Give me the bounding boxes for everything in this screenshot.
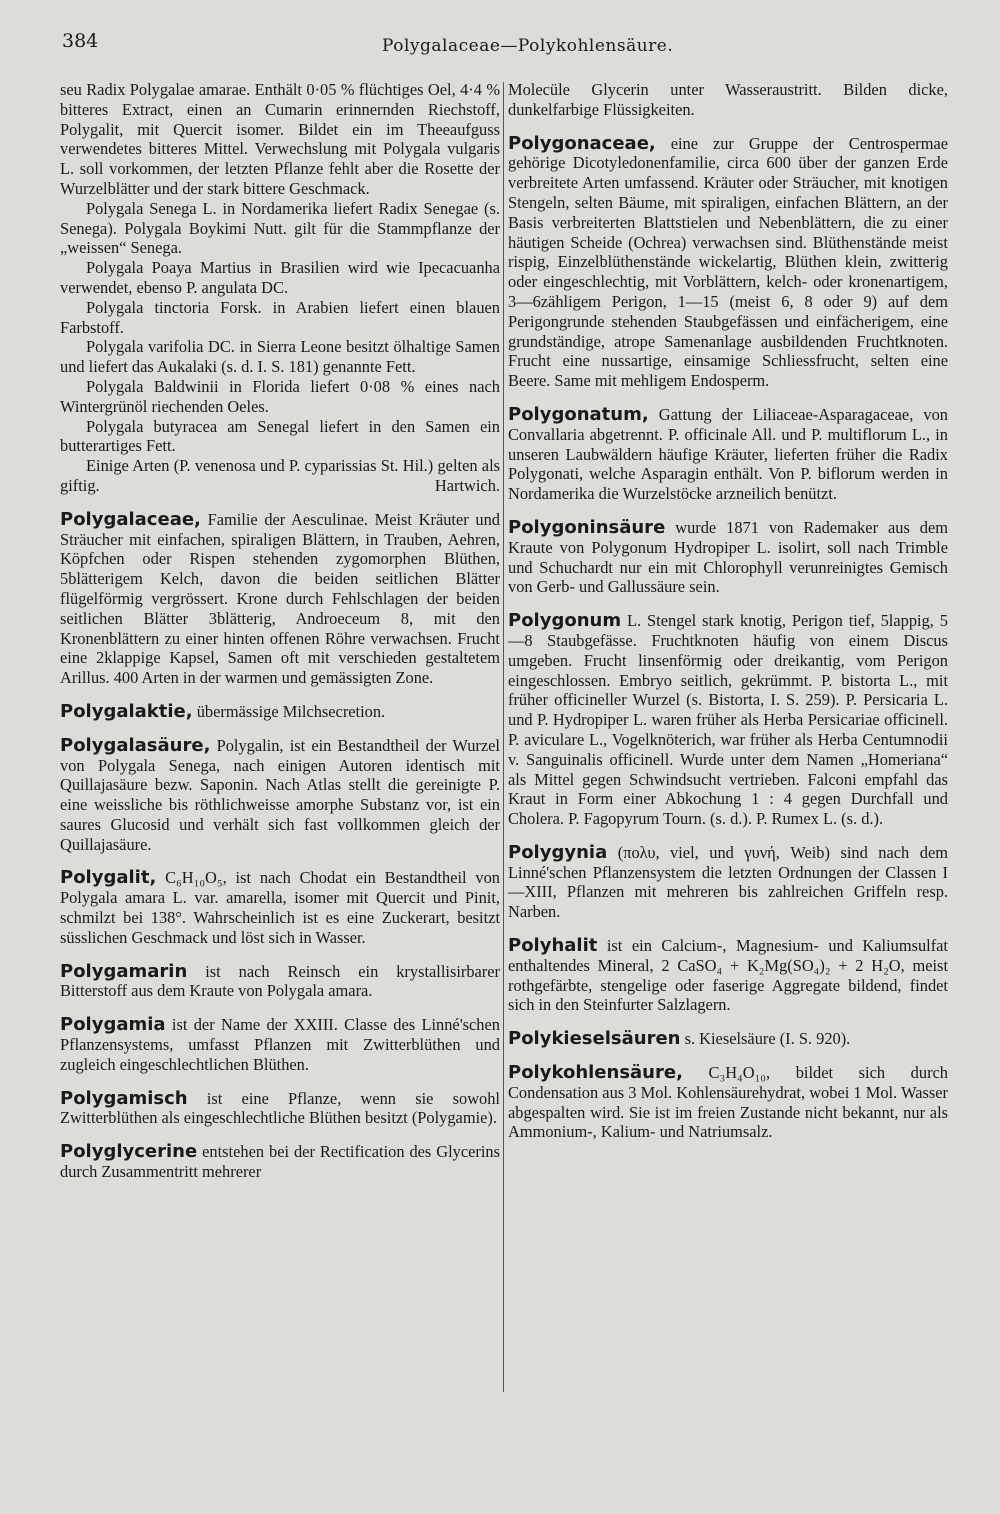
entry-polyglycerine (60, 1142, 500, 1182)
polygala-amara-continuation: seu Radix Polygalae amarae. Enthält 0·05 % flüchtiges Oel, 4·4 % bitteres Extract, einen an Cumarin erinnernden Riechstoff, Polygalit, mit Quercit isomer. Bildet ein im Theeaufguss verwendetes bitteres Mittel. Verwechslung mit Polygala vulgaris L. soll vorkommen, der letzten Pflanze fehlt aber die Rosette der Wurzelblätter und der stark bittere Geschmack. (60, 80, 500, 198)
headword-polygamarin: Polygamarin (60, 960, 188, 982)
headword-polygamia: Polygamia (60, 1014, 166, 1036)
entry-polygonum (508, 611, 948, 829)
entry-polygamia-text: ist der Name der XXIII. Classe des Linné'schen Pflanzensystems, umfasst Pflanzen mit Zwitterblüthen und zugleich eingeschlechtlichen Blüthen. (60, 1015, 500, 1074)
entry-polygynia (508, 843, 948, 922)
headword-polykohlensaeure: Polykohlensäure, (508, 1062, 683, 1084)
entry-polygonatum-text: Gattung der Liliaceae-Asparagaceae, von Convallaria abgetrennt. P. officinale All. und P. multiflorum L., in unseren Laubwäldern häufige Kräuter, lieferten früher die Radix Polygonati, welche Asparagin enthält. Von P. biflorum werden in Nordamerika die Wurzelstöcke arzneilich benützt. (508, 404, 948, 504)
entry-polykohlensaeure-text: C₃H₄O₁₀, bildet sich durch Condensation aus 3 Mol. Kohlensäurehydrat, wobei 1 Mol. Wasser abgespalten wird. Sie ist im freien Zustande nicht bekannt, nur als Ammonium-, Kalium- und Natriumsalz. (508, 1063, 948, 1142)
column-divider (503, 82, 504, 1392)
polyglycerine-continuation: Molecüle Glycerin unter Wasseraustritt. Bilden dicke, dunkelfarbige Flüssigkeiten. (508, 80, 948, 119)
entry-polygalaceae-text: Familie der Aesculinae. Meist Kräuter und Sträucher mit einfachen, spiraligen Blättern, in Trauben, Aehren, Köpfchen oder Rispen stehenden zygomorphen Blüthen, 5blätterigem Kelch, davon die beiden seitlichen Blätter flügelförmig vergrössert. Krone durch Fehlschlagen der beiden seitlichen Blätter 3blätterig, Androeceum 8, mit den Kronenblättern zu einer hinten offenen Röhre verwachsen. Frucht eine 2klappige Kapsel, Samen oft mit verschieden gestaltetem Arillus. 400 Arten in der warmen und gemässigten Zone. (60, 509, 500, 688)
entry-polygalit-text: ist nach Chodat ein Bestandtheil von Polygala amara L. var. amarella, isomer mit Quercit und Pinit, schmilzt bei 138°. Wahrscheinlich ist es eine Zuckerart, besitzt süsslichen Geschmack und löst sich in Wasser. (60, 868, 501, 947)
poisonous-species-text: Einige Arten (P. venenosa und P. cyparissias St. Hil.) gelten als giftig. (60, 456, 500, 495)
polygala-tinctoria-paragraph: Polygala tinctoria Forsk. in Arabien liefert einen blauen Farbstoff. (60, 297, 500, 337)
headword-polygalasaeure: Polygalasäure, (60, 734, 211, 756)
entry-polykohlensaeure (508, 1063, 948, 1142)
entry-polygamarin (60, 962, 500, 1002)
polygala-senega-paragraph: Polygala Senega L. in Nordamerika liefert Radix Senegae (s. Senega). Polygala Boykimi Nutt. gilt für die Stammpflanze der „weissen“ Senega. (60, 198, 500, 258)
headword-polykieselsaeuren: Polykieselsäuren (508, 1028, 681, 1050)
entry-polygalasaeure-text: Polygalin, ist ein Bestandtheil der Wurzel von Polygala Senega, nach einigen Autoren identisch mit Quillajasäure bezw. Saponin. Nach Atlas stellt die gereinigte P. eine weissliche bis röthlichweisse amorphe Substanz vor, ist ein saures Glucosid und verhält sich fast vollkommen gleich der Quillajasäure. (60, 735, 500, 854)
entry-polygalit (60, 868, 500, 947)
headword-polygamisch: Polygamisch (60, 1087, 188, 1109)
entry-polygamia (60, 1015, 500, 1074)
headword-polyhalit: Polyhalit (508, 935, 598, 957)
entry-polygonum-text: L. Stengel stark knotig, Perigon tief, 5lappig, 5—8 Staubgefässe. Fruchtknoten häufig von einem Discus umgeben. Frucht linsenförmig oder dreikantig, vom Perigon eingeschlossen. Embryo seitlich, gekrümmt. P. bistorta L., mit früher officineller Wurzel (s. Bistorta, I. S. 259). P. Persicaria L. und P. Hydropiper L. waren früher als Herba Persicariae officinell. P. aviculare L., Vogelknöterich, war früher als Herba Centumnodii v. Sanguinalis officinell. Wurde unter dem Namen „Homeriana“ als Mittel gegen Schwindsucht vertrieben. Falconi empfahl das Kraut in Form einer Abkochung 1 : 4 gegen Durchfall und Cholera. P. Fagopyrum Tourn. (s. d.). P. Rumex L. (s. d.). (508, 611, 948, 829)
entry-polygamisch-text: ist eine Pflanze, wenn sie sowohl Zwitterblüthen als eingeschlechtliche Blüthen besitzt (Polygamie). (60, 1088, 500, 1128)
left-column (60, 80, 500, 1182)
entry-polygynia-text: (πολυ, viel, und γυνή, Weib) sind nach dem Linné'schen Pflanzensystem die letzten Ordnungen der Classen I—XIII, Pflanzen mit mehreren bis zahlreichen Griffeln resp. Narben. (508, 842, 948, 922)
polygala-butyracea-paragraph: Polygala butyracea am Senegal liefert in den Samen ein butterartiges Fett. (60, 416, 500, 456)
polygalit-formula: C₆H₁₀O₅, (165, 868, 227, 888)
headword-polygoninsaeure: Polygoninsäure (508, 516, 666, 538)
entry-polygalaceae (60, 510, 500, 688)
author-signature: Hartwich. (434, 475, 500, 495)
headword-polygynia: Polygynia (508, 841, 608, 863)
entry-polygonatum (508, 405, 948, 504)
entry-polyhalit-text: ist ein Calcium-, Magnesium- und Kaliumsulfat enthaltendes Mineral, 2 CaSO₄ + K₂Mg(SO₄)₂ + 2 H₂O, meist rothgefärbte, stengelige oder faserige Aggregate bildend, findet sich in den Steinfurter Salzlagern. (508, 936, 948, 1015)
headword-polygonaceae: Polygonaceae, (508, 132, 656, 154)
entry-polyhalit (508, 936, 948, 1015)
headword-polygalit: Polygalit, (60, 867, 157, 889)
headword-polygonatum: Polygonatum, (508, 403, 649, 425)
page-number: 384 (62, 30, 99, 52)
entry-polygalaktie (60, 702, 500, 722)
entry-polykieselsaeuren-text: s. Kieselsäure (I. S. 920). (684, 1029, 851, 1049)
entry-polygoninsaeure-text: wurde 1871 von Rademaker aus dem Kraute von Polygonum Hydropiper L. isolirt, soll nach Trimble und Schuchardt nur ein mit Chlorophyll verunreinigtes Gemisch von Gerb- und Gallussäure sein. (508, 517, 948, 597)
polygala-poaya-paragraph: Polygala Poaya Martius in Brasilien wird wie Ipecacuanha verwendet, ebenso P. angulata DC. (60, 258, 500, 297)
headword-polygalaceae: Polygalaceae, (60, 508, 201, 530)
entry-polygoninsaeure (508, 518, 948, 597)
entry-polygalasaeure (60, 736, 500, 855)
entry-polyglycerine-text: entstehen bei der Rectification des Glycerins durch Zusammentritt mehrerer (60, 1142, 500, 1182)
entry-polygamarin-text: ist nach Reinsch ein krystallisirbarer Bitterstoff aus dem Kraute von Polygala amara. (60, 961, 500, 1001)
headword-polygonum: Polygonum (508, 610, 622, 632)
entry-polygonaceae (508, 134, 948, 391)
entry-polygalaktie-text: übermässige Milchsecretion. (196, 701, 386, 721)
polygala-varifolia-paragraph: Polygala varifolia DC. in Sierra Leone besitzt ölhaltige Samen und liefert das Aukalaki (s. d. I. S. 181) genannte Fett. (60, 337, 500, 377)
page-header (62, 30, 962, 60)
right-column (508, 80, 948, 1142)
running-title: Polygalaceae—Polykohlensäure. (382, 36, 674, 56)
headword-polyglycerine: Polyglycerine (60, 1141, 198, 1163)
entry-polykieselsaeuren (508, 1029, 948, 1049)
entry-polygonaceae-text: eine zur Gruppe der Centrospermae gehörige Dicotyledonenfamilie, circa 600 über der ganzen Erde verbreitete Arten umfassend. Kräuter oder Sträucher, mit knotigen Stengeln, selten Bäume, mit spiraligen, einfachen Blättern, an der Basis verbreiterten Blattstielen und Nebenblättern, die zu einer häutigen Scheide (Ochrea) verwachsen sind. Blüthenstände meist rispig, Einzelblüthenstände wickelartig, Blüthen klein, zwitterig oder eingeschlechtig, mit Vorblättern, kelch- oder kronenartigem, 3—6zähligem Perigon, 1—15 (meist 6, 8 oder 9) auf dem Perigongrunde stehenden Staubgefässen und einfächerigem, eine grundständige, atrope Samenanlage ausbildenden Fruchtknoten. Frucht eine nussartige, einsamige Schliessfrucht, selten eine Beere. Same mit mehligem Endosperm. (508, 133, 948, 391)
entry-polygamisch (60, 1089, 500, 1129)
headword-polygalaktie: Polygalaktie, (60, 700, 193, 722)
polygala-baldwinii-paragraph: Polygala Baldwinii in Florida liefert 0·08 % eines nach Wintergrünöl riechenden Oeles. (60, 376, 500, 416)
poisonous-species-paragraph (60, 456, 500, 496)
